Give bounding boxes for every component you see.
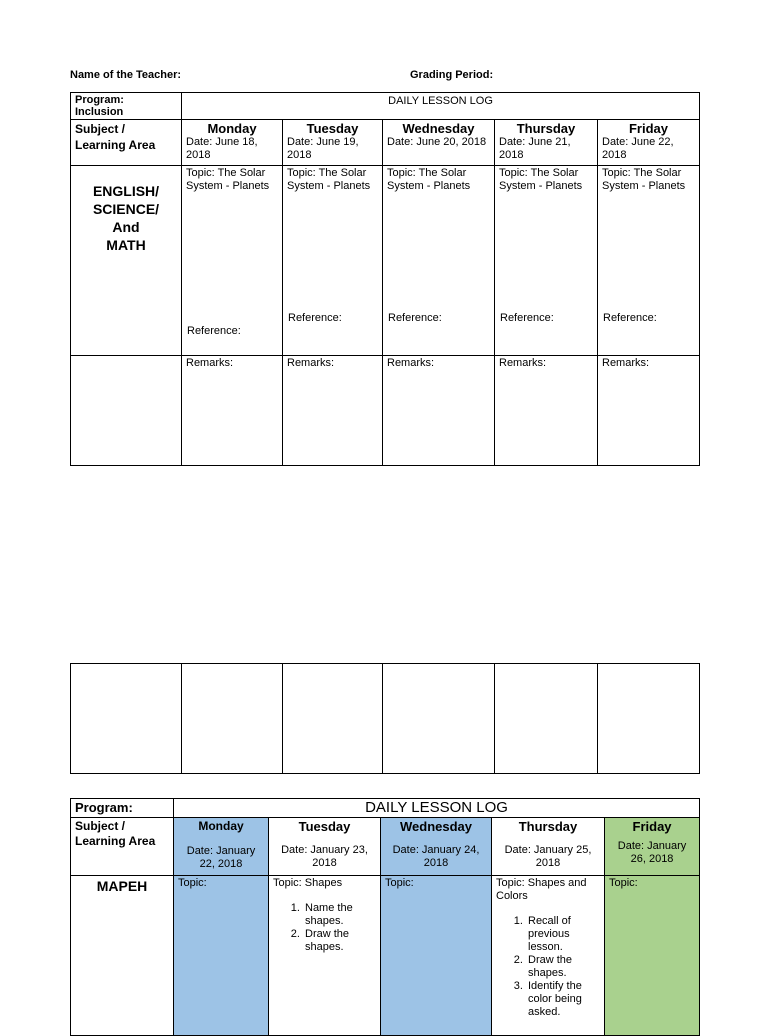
empty-cell	[71, 356, 182, 466]
subject-learning-area-label: Subject / Learning Area	[71, 818, 174, 876]
friday-topic-cell	[605, 876, 700, 1036]
topic-text: Topic: The Solar System - Planets	[499, 167, 583, 192]
thursday-header	[492, 818, 605, 876]
monday-header	[182, 120, 283, 166]
day-name: Thursday	[516, 121, 576, 136]
monday-topic-cell	[174, 876, 269, 1036]
day-date: Date: June 20, 2018	[387, 136, 487, 148]
objectives-list	[273, 902, 376, 954]
list-item: 1. Name the shapes.	[303, 902, 376, 928]
program-value: Inclusion	[75, 106, 124, 118]
subject-line: SCIENCE/	[92, 201, 160, 217]
topic-text: Topic: The Solar System - Planets	[186, 167, 270, 192]
thursday-remarks: Remarks:	[495, 356, 598, 466]
topic-text: Topic: The Solar System - Planets	[287, 167, 371, 192]
wednesday-header	[381, 818, 492, 876]
topic-text: Topic: The Solar System - Planets	[602, 167, 686, 192]
tuesday-header	[283, 120, 383, 166]
day-name: Monday	[198, 819, 244, 833]
day-date: Date: June 22, 2018	[602, 136, 674, 161]
day-date: Date: June 18, 2018	[186, 136, 258, 161]
wednesday-header	[383, 120, 495, 166]
friday-remarks: Remarks:	[598, 356, 700, 466]
day-date: Date: January 23, 2018	[281, 844, 368, 869]
day-name: Thursday	[518, 819, 578, 834]
list-item: 2. Draw the shapes.	[526, 954, 600, 980]
list-item: 1. Recall of previous lesson.	[526, 915, 600, 954]
daily-lesson-log-title: DAILY LESSON LOG	[182, 93, 700, 120]
empty-cell	[383, 664, 495, 774]
subject-line: ENGLISH/	[92, 183, 160, 199]
monday-topic-cell	[182, 166, 283, 356]
reference-label: Reference:	[500, 312, 554, 324]
objectives-list	[496, 915, 600, 1019]
list-item: 3. Identify the color being asked.	[526, 980, 600, 1019]
day-date: Date: January 24, 2018	[392, 844, 480, 869]
subject-line: And	[112, 219, 140, 235]
day-name: Friday	[632, 819, 672, 834]
day-date: Date: January 22, 2018	[186, 845, 256, 870]
topic-text: Topic: Shapes and Colors	[496, 877, 587, 902]
empty-cell	[283, 664, 383, 774]
day-date: Date: January 25, 2018	[504, 844, 592, 869]
thursday-header	[495, 120, 598, 166]
friday-header	[605, 818, 700, 876]
empty-grid-table	[70, 663, 700, 774]
day-name: Wednesday	[402, 121, 475, 136]
monday-header	[174, 818, 269, 876]
wednesday-remarks: Remarks:	[383, 356, 495, 466]
topic-text: Topic:	[178, 877, 207, 889]
mapeh-subject: MAPEH	[71, 876, 174, 1036]
topic-text: Topic: The Solar System - Planets	[387, 167, 471, 192]
monday-remarks: Remarks:	[182, 356, 283, 466]
day-date: Date: January 26, 2018	[617, 840, 687, 865]
friday-header	[598, 120, 700, 166]
empty-cell	[598, 664, 700, 774]
program-label: Program:	[75, 94, 124, 106]
lesson-log-table-1	[70, 92, 700, 466]
topic-text: Topic: Shapes	[273, 877, 343, 889]
day-name: Tuesday	[298, 819, 351, 834]
daily-lesson-log-title: DAILY LESSON LOG	[174, 799, 700, 818]
grading-period-label: Grading Period:	[410, 69, 494, 81]
day-name: Friday	[628, 121, 668, 136]
thursday-topic-cell	[495, 166, 598, 356]
topic-text: Topic:	[385, 877, 414, 889]
reference-label: Reference:	[603, 312, 657, 324]
teacher-name-label: Name of the Teacher:	[70, 69, 182, 81]
reference-label: Reference:	[288, 312, 342, 324]
day-name: Wednesday	[399, 819, 472, 834]
empty-cell	[182, 664, 283, 774]
tuesday-remarks: Remarks:	[283, 356, 383, 466]
reference-label: Reference:	[187, 325, 241, 337]
wednesday-topic-cell	[383, 166, 495, 356]
topic-text: Topic:	[609, 877, 638, 889]
empty-cell	[71, 664, 182, 774]
tuesday-topic-cell	[283, 166, 383, 356]
day-name: Tuesday	[306, 121, 359, 136]
tuesday-header	[269, 818, 381, 876]
day-date: Date: June 21, 2018	[499, 136, 571, 161]
thursday-topic-cell	[492, 876, 605, 1036]
wednesday-topic-cell	[381, 876, 492, 1036]
reference-label: Reference:	[388, 312, 442, 324]
subject-learning-area-label: Subject / Learning Area	[71, 120, 182, 166]
subject-line: MATH	[106, 237, 146, 253]
friday-topic-cell	[598, 166, 700, 356]
list-item: 2. Draw the shapes.	[303, 928, 376, 954]
subject-cell	[71, 166, 182, 356]
day-name: Monday	[207, 121, 257, 136]
tuesday-topic-cell	[269, 876, 381, 1036]
lesson-log-table-2	[70, 798, 700, 1036]
day-date: Date: June 19, 2018	[287, 136, 359, 161]
program-label: Program:	[71, 799, 174, 818]
empty-cell	[495, 664, 598, 774]
program-cell	[71, 93, 182, 120]
